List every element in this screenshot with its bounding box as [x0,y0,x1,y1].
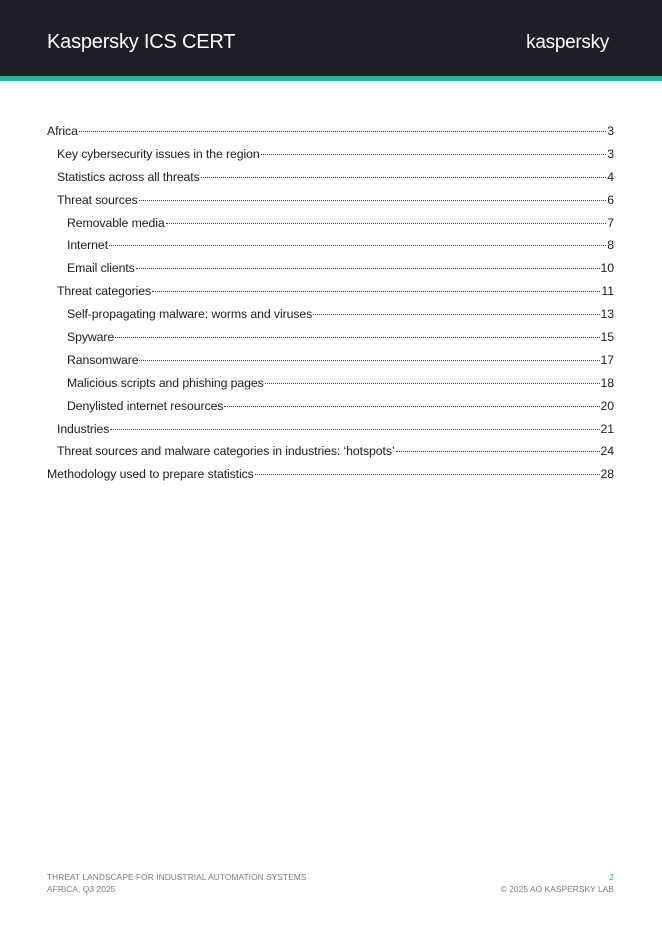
kaspersky-logo: kaspersky [526,32,609,53]
toc-entry[interactable] [47,216,614,239]
toc-entry[interactable] [47,422,614,445]
toc-entry-page[interactable]: 3 [607,146,614,161]
toc-dot-leader [115,337,599,338]
toc-entry-title[interactable]: Statistics across all threats [57,169,200,184]
toc-dot-leader [396,451,600,452]
page-number: 2 [609,872,614,882]
toc-entry[interactable] [47,238,614,261]
toc-entry-page[interactable]: 7 [607,215,614,230]
toc-entry-title[interactable]: Spyware [67,330,115,345]
toc-dot-leader [110,429,599,430]
toc-entry-title[interactable]: Self-propagating malware: worms and viruses [67,307,313,322]
toc-entry-page[interactable]: 13 [600,307,614,322]
footer-report-title: THREAT LANDSCAPE FOR INDUSTRIAL AUTOMATION SYSTEMS [47,872,307,882]
toc-dot-leader [201,177,607,178]
toc-entry-title[interactable]: Industries [57,421,110,436]
toc-dot-leader [261,154,607,155]
toc-entry[interactable] [47,147,614,170]
toc-dot-leader [313,314,599,315]
toc-dot-leader [136,268,600,269]
toc-dot-leader [166,223,607,224]
toc-entry-page[interactable]: 28 [600,467,614,482]
toc-entry-title[interactable]: Methodology used to prepare statistics [47,467,254,482]
toc-entry[interactable] [47,467,614,490]
toc-entry-title[interactable]: Threat sources and malware categories in industries: ‘hotspots’ [57,444,395,459]
header-title: Kaspersky ICS CERT [47,31,236,53]
footer-page-info [501,872,614,895]
toc-entry[interactable] [47,284,614,307]
toc-entry-title[interactable]: Denylisted internet resources [67,398,224,413]
toc-dot-leader [79,131,606,132]
toc-entry-page[interactable]: 24 [600,444,614,459]
toc-entry[interactable] [47,261,614,284]
toc-entry[interactable] [47,193,614,216]
toc-entry[interactable] [47,170,614,193]
toc-entry[interactable] [47,330,614,353]
toc-entry-title[interactable]: Internet [67,238,108,253]
toc-entry-page[interactable]: 8 [607,238,614,253]
toc-entry[interactable] [47,353,614,376]
toc-entry[interactable] [47,307,614,330]
toc-dot-leader [139,200,607,201]
footer-report-subtitle: AFRICA, Q3 2025 [47,883,116,894]
toc-entry[interactable] [47,399,614,422]
toc-entry-page[interactable]: 4 [607,169,614,184]
toc-entry-page[interactable]: 21 [600,421,614,436]
toc-entry-page[interactable]: 6 [607,192,614,207]
toc-dot-leader [224,406,599,407]
toc-entry-page[interactable]: 3 [607,124,614,138]
toc-entry-title[interactable]: Email clients [67,261,135,276]
toc-dot-leader [109,245,606,246]
toc-entry[interactable] [47,124,614,147]
toc-dot-leader [265,383,600,384]
toc-dot-leader [139,360,599,361]
toc-entry-page[interactable]: 20 [600,398,614,413]
toc-entry-title[interactable]: Ransomware [67,352,139,367]
toc-entry-page[interactable]: 18 [600,375,614,390]
toc-entry-title[interactable]: Africa [47,124,78,138]
toc-entry-title[interactable]: Threat sources [57,192,138,207]
page-header [0,0,662,81]
table-of-contents [47,124,614,490]
toc-entry-page[interactable]: 17 [600,352,614,367]
toc-entry[interactable] [47,376,614,399]
footer-report-info [47,872,306,895]
toc-entry-title[interactable]: Removable media [67,215,165,230]
toc-entry[interactable] [47,444,614,467]
toc-entry-page[interactable]: 15 [600,330,614,345]
toc-entry-page[interactable]: 11 [601,284,614,299]
toc-entry-title[interactable]: Key cybersecurity issues in the region [57,146,260,161]
toc-entry-title[interactable]: Malicious scripts and phishing pages [67,375,264,390]
toc-dot-leader [152,291,600,292]
toc-entry-title[interactable]: Threat categories [57,284,151,299]
footer-copyright: © 2025 AO KASPERSKY LAB [500,883,614,894]
toc-entry-page[interactable]: 10 [600,261,614,276]
toc-dot-leader [255,474,600,475]
